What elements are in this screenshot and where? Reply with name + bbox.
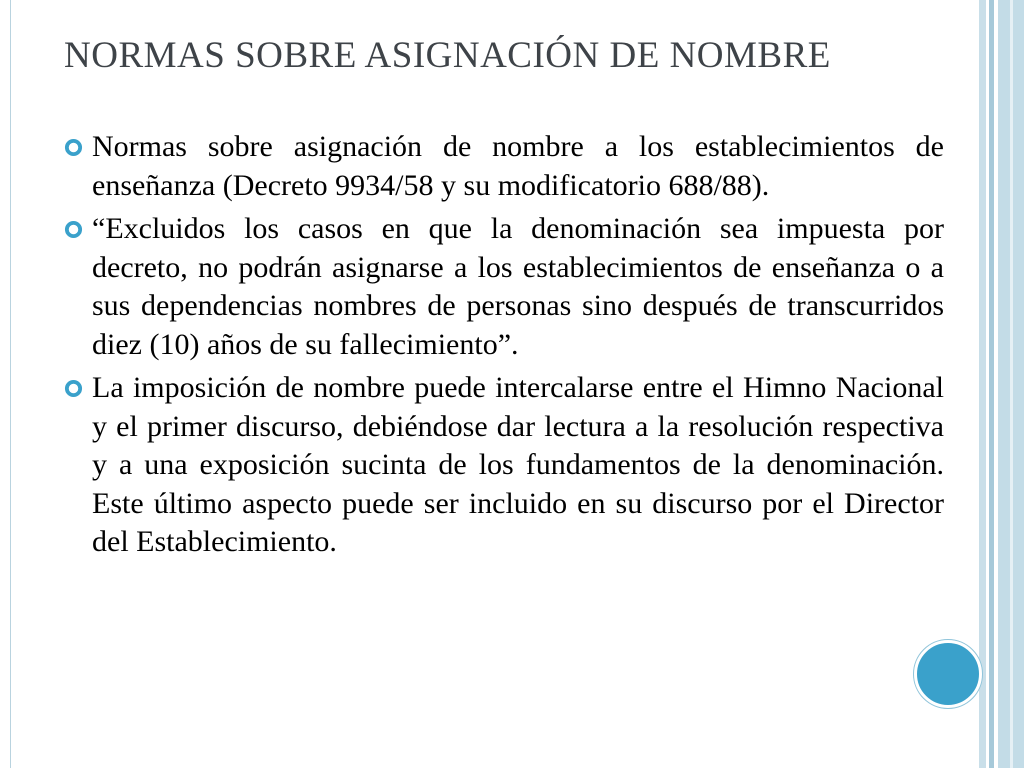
slide-title: NORMAS SOBRE ASIGNACIÓN DE NOMBRE: [64, 35, 831, 76]
side-stripe: [979, 0, 986, 768]
left-border-line: [10, 0, 11, 768]
bullet-item: [64, 128, 944, 205]
side-stripe: [1010, 0, 1013, 768]
ring-bullet-icon: [64, 379, 83, 398]
ring-bullet-icon: [64, 220, 83, 239]
bullet-text: “Excluidos los casos en que la denominación sea impuesta por decreto, no podrán asignarse a los establecimientos de enseñanza o a sus dependencias nombres de personas sino después de transcurridos diez (10) años de su fallecimiento”.: [92, 212, 944, 361]
bullet-text: La imposición de nombre puede intercalarse entre el Himno Nacional y el primer discurso, debiéndose dar lectura a la resolución respectiva y a una exposición sucinta de los fundamentos de la denominación. Este último aspecto puede ser incluido en su discurso por el Director del Establecimiento.: [92, 371, 944, 558]
bullet-text: Normas sobre asignación de nombre a los establecimientos de enseñanza (Decreto 9934/58 y su modificatorio 688/88).: [92, 130, 944, 202]
bullet-item: [64, 369, 944, 562]
ring-bullet-icon: [64, 138, 83, 157]
bullet-item: [64, 210, 944, 364]
circle-decoration: [914, 640, 982, 708]
bullet-list: [64, 128, 944, 567]
